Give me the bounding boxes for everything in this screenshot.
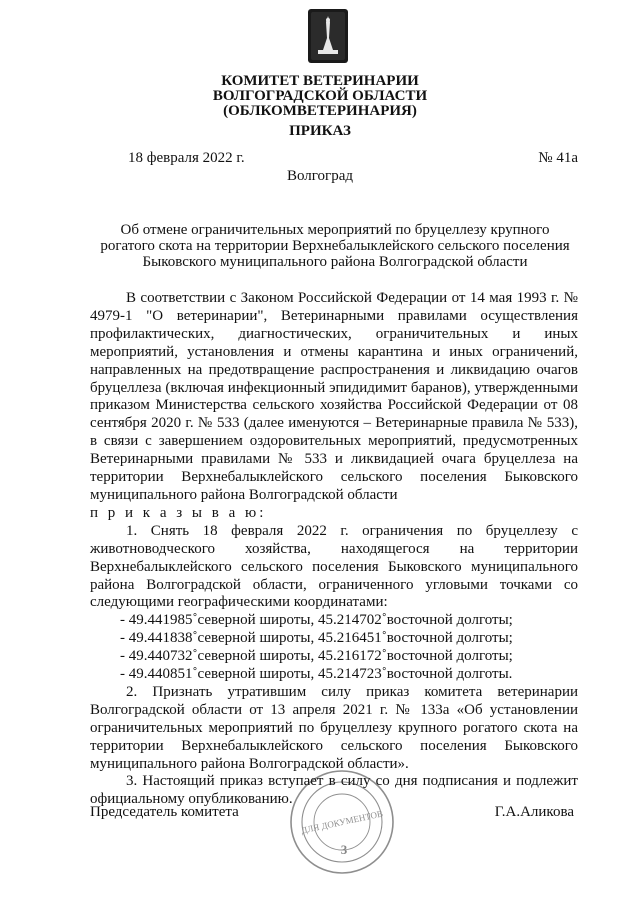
- document-subject: Об отмене ограничительных мероприятий по бруцеллезу крупного рогатого скота на территории Верхнебалыклейского сельского поселения Быковского муниципального района Волгоградской области: [100, 222, 570, 270]
- document-number: № 41а: [538, 150, 578, 166]
- document-date: 18 февраля 2022 г.: [128, 150, 245, 166]
- official-stamp: [288, 768, 396, 876]
- coat-of-arms-emblem: [307, 8, 349, 64]
- document-city: Волгоград: [286, 168, 353, 184]
- coordinate-line-4: - 49.440851˚северной широты, 45.214723˚восточной долготы.: [120, 666, 513, 683]
- item-3-paragraph: 3. Настоящий приказ вступает в силу со дня подписания и подлежит официальному опубликованию.: [90, 773, 578, 808]
- org-line-3: (ОБЛКОМВЕТЕРИНАРИЯ): [223, 103, 417, 119]
- item-1-paragraph: 1. Снять 18 февраля 2022 г. ограничения по бруцеллезу с животноводческого хозяйства, находящегося на территории Верхнебалыклейского сельского поселения Быковского муниципального района Волгоградской области, ограниченного угловыми точками со следующими географическими координатами:: [90, 522, 578, 611]
- coordinate-line-1: - 49.441985˚северной широты, 45.214702˚восточной долготы;: [120, 612, 513, 629]
- signatory-position: Председатель комитета: [90, 804, 239, 820]
- org-line-2: ВОЛГОГРАДСКОЙ ОБЛАСТИ: [212, 88, 428, 104]
- order-word: п р и к а з ы в а ю:: [90, 504, 267, 521]
- stamp-number: 3: [340, 842, 348, 857]
- organization-name: [0, 74, 640, 119]
- stamp-text: ДЛЯ ДОКУМЕНТОВ: [300, 808, 384, 836]
- item-2-paragraph: 2. Признать утратившим силу приказ комитета ветеринарии Волгоградской области от 13 апреля 2021 г. № 133а «Об установлении ограничительных мероприятий по бруцеллезу крупного рогатого скота на территории Верхнебалыклейского сельского поселения Быковского муниципального района Волгоградской области».: [90, 683, 578, 772]
- document-type: ПРИКАЗ: [289, 123, 351, 139]
- signatory-name: Г.А.Аликова: [494, 804, 574, 820]
- coordinate-line-3: - 49.440732˚северной широты, 45.216172˚восточной долготы;: [120, 648, 513, 665]
- coordinate-line-2: - 49.441838˚северной широты, 45.216451˚восточной долготы;: [120, 630, 513, 647]
- document-body: [90, 290, 578, 809]
- preamble-paragraph: В соответствии с Законом Российской Федерации от 14 мая 1993 г. № 4979-1 "О ветеринарии", Ветеринарными правилами осуществления профилактических, диагностических, ограничительных и иных мероприятий, установления и отмены карантина и иных ограничений, направленных на предотвращение распространения и ликвидацию очагов бруцеллеза (включая инфекционный эпидидимит баранов), утвержденными приказом Министерства сельского хозяйства Российской Федерации от 08 сентября 2020 г. № 533 (далее именуются – Ветеринарные правила № 533), в связи с завершением оздоровительных мероприятий, предусмотренных Ветеринарными правилами № 533 и ликвидацией очага бруцеллеза на территории Верхнебалыклейского сельского поселения Быковского муниципального района Волгоградской области: [90, 290, 578, 503]
- org-line-1: КОМИТЕТ ВЕТЕРИНАРИИ: [221, 73, 419, 89]
